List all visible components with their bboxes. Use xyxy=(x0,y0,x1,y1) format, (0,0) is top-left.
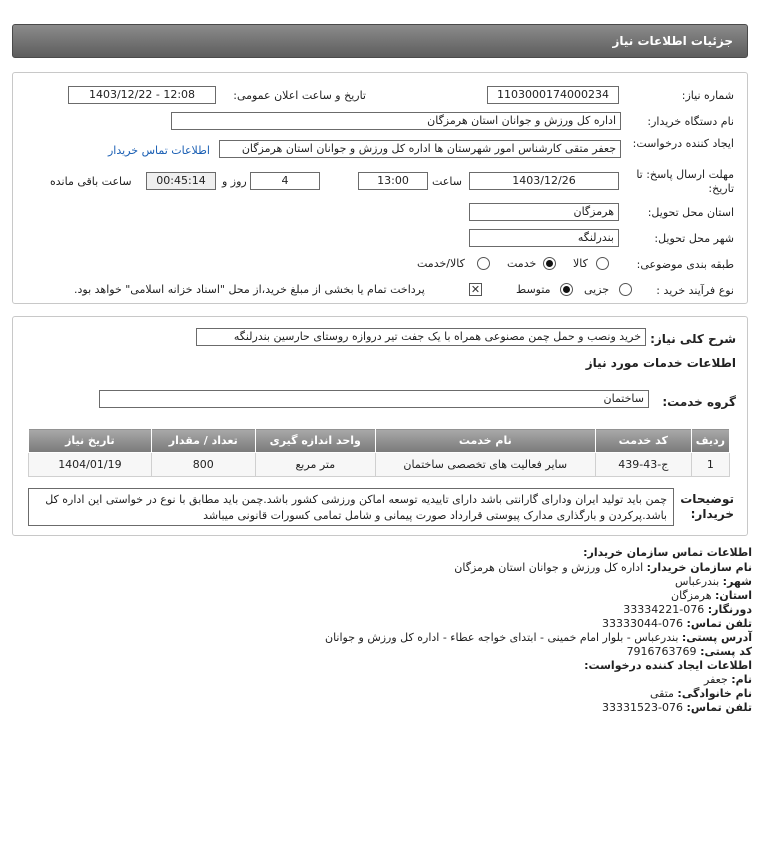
province-field: هرمزگان xyxy=(469,203,619,221)
contact-city-value: بندرعباس xyxy=(675,575,720,588)
category-option-goods: کالا xyxy=(573,257,588,270)
purchase-radio-medium[interactable] xyxy=(560,283,573,296)
creator-first-name-value: جعفر xyxy=(704,673,728,686)
days-label: روز و xyxy=(222,175,247,188)
contact-postal xyxy=(627,645,752,658)
creator-first-name-label: نام: xyxy=(731,673,752,686)
contact-city xyxy=(675,575,752,588)
purchase-radio-minor[interactable] xyxy=(619,283,632,296)
announce-datetime-field: 1403/12/22 - 12:08 xyxy=(68,86,216,104)
contact-province-label: استان: xyxy=(715,589,752,602)
service-group-label: گروه خدمت: xyxy=(662,395,736,409)
contact-fax-value: 076-33334221 xyxy=(623,603,705,616)
contact-org-label: نام سازمان خریدار: xyxy=(646,561,752,574)
category-option-goods-service: کالا/خدمت xyxy=(417,257,465,270)
contact-province-value: هرمزگان xyxy=(671,589,712,602)
cell-quantity: 800 xyxy=(151,453,255,477)
category-radio-goods-service[interactable] xyxy=(477,257,490,270)
purchase-option-medium: متوسط xyxy=(516,283,551,296)
contact-address-label: آدرس پستی: xyxy=(681,631,752,644)
creator-last-name-label: نام خانوادگی: xyxy=(677,687,752,700)
col-header-unit: واحد اندازه گیری xyxy=(255,429,375,453)
contact-phone-label: تلفن تماس: xyxy=(686,617,752,630)
remaining-label: ساعت باقی مانده xyxy=(50,175,132,188)
buyer-contact-link[interactable]: اطلاعات تماس خریدار xyxy=(108,144,210,157)
buyer-notes-label: توضیحات خریدار: xyxy=(680,492,734,521)
announce-label: تاریخ و ساعت اعلان عمومی: xyxy=(233,89,366,102)
creator-last-name-value: متقی xyxy=(649,687,674,700)
summary-field: خرید ونصب و حمل چمن مصنوعی همراه با یک جفت تیر دروازه روستای حارسین بندرلنگه xyxy=(196,328,646,346)
buyer-label: نام دستگاه خریدار: xyxy=(647,115,734,128)
summary-label: شرح کلی نیاز: xyxy=(650,332,736,346)
need-number-label: شماره نیاز: xyxy=(681,89,734,102)
province-label: استان محل تحویل: xyxy=(647,206,734,219)
cell-need-date: 1404/01/19 xyxy=(29,453,152,477)
contact-phone-value: 076-33333044 xyxy=(602,617,684,630)
contact-org xyxy=(454,561,752,574)
category-radio-goods[interactable] xyxy=(596,257,609,270)
city-field: بندرلنگه xyxy=(469,229,619,247)
payment-note: پرداخت تمام یا بخشی از مبلغ خرید،از محل "اسناد خزانه اسلامی" خواهد بود. xyxy=(74,283,425,296)
category-radio-service[interactable] xyxy=(543,257,556,270)
days-field: 4 xyxy=(250,172,320,190)
contact-city-label: شهر: xyxy=(722,575,752,588)
services-heading: اطلاعات خدمات مورد نیاز xyxy=(585,356,736,370)
col-header-quantity: تعداد / مقدار xyxy=(151,429,255,453)
creator-last-name xyxy=(650,687,752,700)
contact-province xyxy=(671,589,752,602)
purchase-option-minor: جزیی xyxy=(584,283,610,296)
deadline-label: مهلت ارسال پاسخ: تا تاریخ: xyxy=(636,168,734,195)
contact-heading: اطلاعات تماس سازمان خریدار: xyxy=(583,546,752,559)
deadline-date-field: 1403/12/26 xyxy=(469,172,619,190)
col-header-service-name: نام خدمت xyxy=(375,429,595,453)
page-title: جزئیات اطلاعات نیاز xyxy=(612,34,733,48)
contact-postal-value: 7916763769 xyxy=(626,645,697,658)
creator-phone-value: 076-33331523 xyxy=(602,701,684,714)
col-header-need-date: تاریخ نیاز xyxy=(29,429,152,453)
cell-row: 1 xyxy=(691,453,729,477)
deadline-time-label: ساعت xyxy=(432,175,462,188)
creator-field: جعفر متقی کارشناس امور شهرستان ها اداره کل ورزش و جوانان استان هرمزگان xyxy=(219,140,621,158)
category-option-service: خدمت xyxy=(507,257,537,270)
buyer-notes-field: چمن باید تولید ایران ودارای گارانتی باشد دارای تاییدیه توسعه اماکن ورزشی کشور باشد.چمن باید مطابق با نوع در خواستی این اداره کل باشد.پرکردن و بارگذاری مدارک پیوستی قرارداد صورت پیمانی و شامل تمامی کسورات قانونی میباشد xyxy=(28,488,674,526)
creator-label: ایجاد کننده درخواست: xyxy=(632,137,734,150)
contact-org-value: اداره کل ورزش و جوانان استان هرمزگان xyxy=(454,561,644,574)
treasury-payment-checkbox[interactable]: ✕ xyxy=(470,283,481,296)
remaining-time-field: 00:45:14 xyxy=(146,172,216,190)
need-number-field: 1103000174000234 xyxy=(487,86,619,104)
page-header xyxy=(12,24,748,58)
service-group-field: ساختمان xyxy=(99,390,649,408)
contact-fax-label: دورنگار: xyxy=(707,603,752,616)
contact-address-value: بندرعباس - بلوار امام خمینی - ابتدای خواجه عطاء - اداره کل ورزش و جوانان xyxy=(324,631,679,644)
cell-service-name: سایر فعالیت های تخصصی ساختمان xyxy=(375,453,595,477)
creator-phone xyxy=(602,701,752,714)
purchase-type-label: نوع فرآیند خرید : xyxy=(656,284,734,297)
creator-heading: اطلاعات ایجاد کننده درخواست: xyxy=(584,659,752,672)
city-label: شهر محل تحویل: xyxy=(654,232,734,245)
col-header-row: ردیف xyxy=(691,429,729,453)
col-header-service-code: کد خدمت xyxy=(595,429,691,453)
contact-fax xyxy=(623,603,752,616)
contact-address xyxy=(325,631,752,644)
deadline-time-field: 13:00 xyxy=(358,172,428,190)
contact-phone xyxy=(602,617,752,630)
buyer-field: اداره کل ورزش و جوانان استان هرمزگان xyxy=(171,112,621,130)
cell-unit: متر مربع xyxy=(255,453,375,477)
category-label: طبقه بندی موضوعی: xyxy=(636,258,734,271)
creator-phone-label: تلفن تماس: xyxy=(686,701,752,714)
contact-postal-label: کد پستی: xyxy=(700,645,752,658)
table-row xyxy=(29,453,730,477)
creator-first-name xyxy=(704,673,752,686)
cell-service-code: ج-43-439 xyxy=(595,453,691,477)
services-table xyxy=(28,428,730,477)
